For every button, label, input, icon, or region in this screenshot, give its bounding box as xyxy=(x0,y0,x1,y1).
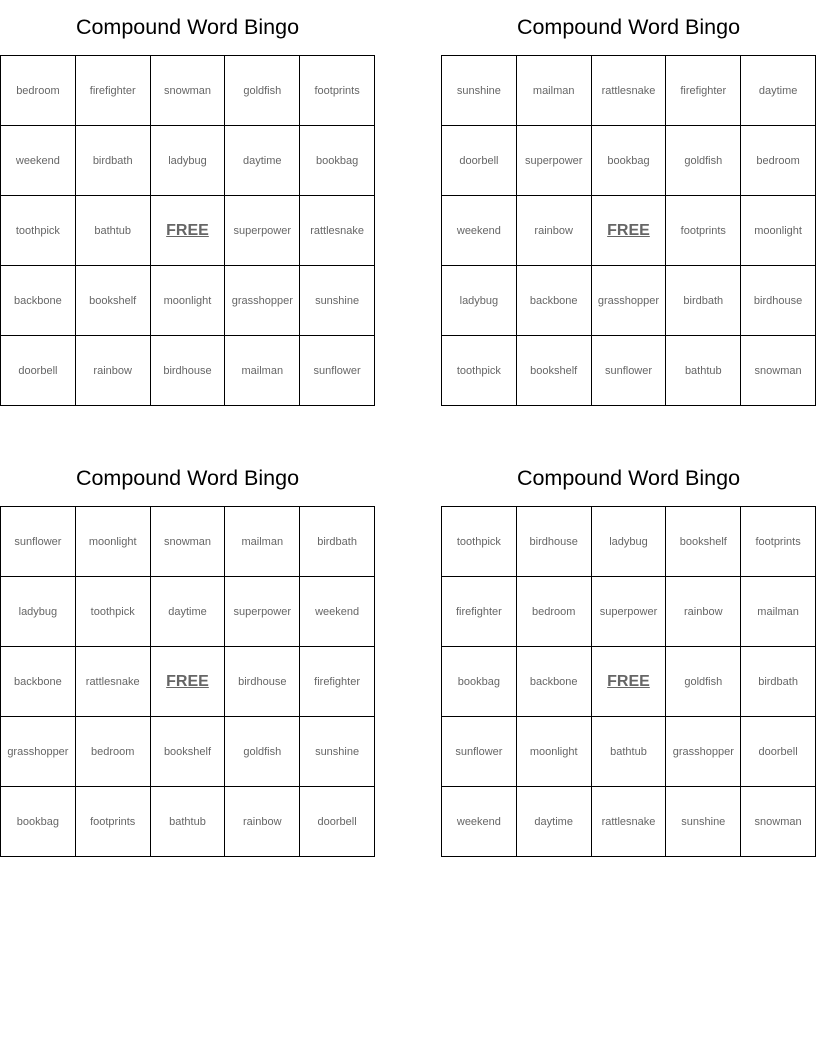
grid-cell: rattlesnake xyxy=(75,647,150,717)
grid-cell: birdhouse xyxy=(516,507,591,577)
grid-row xyxy=(442,717,816,787)
grid-cell: bookshelf xyxy=(516,336,591,406)
grid-cell: rainbow xyxy=(516,196,591,266)
grid-cell: bookshelf xyxy=(75,266,150,336)
grid-cell: grasshopper xyxy=(591,266,666,336)
card-title: Compound Word Bingo xyxy=(75,466,300,490)
grid-row xyxy=(442,507,816,577)
grid-cell: bookbag xyxy=(300,126,375,196)
grid-cell: moonlight xyxy=(516,717,591,787)
grid-cell: superpower xyxy=(225,196,300,266)
grid-cell: footprints xyxy=(300,56,375,126)
grid-cell: rainbow xyxy=(225,787,300,857)
grid-cell: sunshine xyxy=(300,717,375,787)
grid-cell: bedroom xyxy=(1,56,76,126)
grid-cell: ladybug xyxy=(591,507,666,577)
grid-cell: mailman xyxy=(225,336,300,406)
grid-cell: weekend xyxy=(1,126,76,196)
grid-cell: birdhouse xyxy=(150,336,225,406)
grid-cell: bookbag xyxy=(591,126,666,196)
grid-cell: sunflower xyxy=(1,507,76,577)
grid-cell: firefighter xyxy=(442,577,517,647)
grid-cell: firefighter xyxy=(75,56,150,126)
card-title: Compound Word Bingo xyxy=(516,15,741,39)
grid-row xyxy=(442,266,816,336)
grid-row xyxy=(442,787,816,857)
grid-cell: sunshine xyxy=(300,266,375,336)
bingo-card xyxy=(0,0,375,406)
grid-row xyxy=(1,266,375,336)
grid-cell: bathtub xyxy=(591,717,666,787)
grid-cell: rattlesnake xyxy=(591,787,666,857)
grid-row xyxy=(1,787,375,857)
grid-cell: moonlight xyxy=(75,507,150,577)
grid-cell: goldfish xyxy=(225,56,300,126)
grid-cell: weekend xyxy=(442,196,517,266)
bingo-grid xyxy=(441,55,816,406)
grid-cell: sunflower xyxy=(300,336,375,406)
bingo-grid xyxy=(0,506,375,857)
grid-row xyxy=(442,196,816,266)
grid-cell: superpower xyxy=(225,577,300,647)
grid-cell: weekend xyxy=(300,577,375,647)
grid-row xyxy=(1,577,375,647)
grid-cell: grasshopper xyxy=(225,266,300,336)
grid-cell: daytime xyxy=(150,577,225,647)
grid-cell: ladybug xyxy=(1,577,76,647)
grid-row xyxy=(442,336,816,406)
grid-cell: firefighter xyxy=(666,56,741,126)
grid-cell: backbone xyxy=(516,266,591,336)
grid-cell: superpower xyxy=(516,126,591,196)
grid-cell: bathtub xyxy=(150,787,225,857)
grid-row xyxy=(442,647,816,717)
grid-cell: moonlight xyxy=(150,266,225,336)
grid-cell: firefighter xyxy=(300,647,375,717)
grid-cell: toothpick xyxy=(1,196,76,266)
grid-cell: bookbag xyxy=(1,787,76,857)
grid-cell: sunflower xyxy=(442,717,517,787)
grid-cell: bathtub xyxy=(75,196,150,266)
grid-cell: daytime xyxy=(516,787,591,857)
grid-row xyxy=(442,577,816,647)
grid-row xyxy=(1,56,375,126)
grid-cell: birdhouse xyxy=(741,266,816,336)
grid-cell: backbone xyxy=(1,647,76,717)
grid-cell: birdbath xyxy=(300,507,375,577)
grid-cell: rattlesnake xyxy=(300,196,375,266)
grid-cell: ladybug xyxy=(442,266,517,336)
grid-cell: toothpick xyxy=(442,507,517,577)
grid-cell: snowman xyxy=(741,787,816,857)
grid-cell: backbone xyxy=(1,266,76,336)
grid-cell: mailman xyxy=(516,56,591,126)
grid-row xyxy=(442,56,816,126)
grid-cell: backbone xyxy=(516,647,591,717)
grid-row xyxy=(1,336,375,406)
grid-cell: daytime xyxy=(741,56,816,126)
grid-cell: footprints xyxy=(75,787,150,857)
grid-cell: goldfish xyxy=(666,647,741,717)
grid-row xyxy=(1,647,375,717)
grid-cell: footprints xyxy=(741,507,816,577)
grid-cell: daytime xyxy=(225,126,300,196)
grid-cell: snowman xyxy=(150,56,225,126)
grid-cell: sunshine xyxy=(666,787,741,857)
grid-cell: bedroom xyxy=(75,717,150,787)
grid-cell: bookbag xyxy=(442,647,517,717)
grid-cell: doorbell xyxy=(1,336,76,406)
grid-cell: superpower xyxy=(591,577,666,647)
grid-cell: rainbow xyxy=(666,577,741,647)
bingo-card xyxy=(0,451,375,857)
grid-cell: moonlight xyxy=(741,196,816,266)
card-title: Compound Word Bingo xyxy=(516,466,741,490)
grid-cell: grasshopper xyxy=(666,717,741,787)
card-title: Compound Word Bingo xyxy=(75,15,300,39)
grid-cell: rainbow xyxy=(75,336,150,406)
grid-cell: sunshine xyxy=(442,56,517,126)
grid-cell: snowman xyxy=(741,336,816,406)
grid-cell: bedroom xyxy=(741,126,816,196)
free-space: FREE xyxy=(150,647,225,717)
bingo-grid xyxy=(0,55,375,406)
grid-row xyxy=(1,717,375,787)
grid-row xyxy=(1,196,375,266)
grid-cell: toothpick xyxy=(75,577,150,647)
grid-cell: birdbath xyxy=(666,266,741,336)
grid-cell: birdbath xyxy=(741,647,816,717)
grid-row xyxy=(442,126,816,196)
grid-cell: bedroom xyxy=(516,577,591,647)
grid-cell: footprints xyxy=(666,196,741,266)
grid-cell: mailman xyxy=(741,577,816,647)
grid-cell: bookshelf xyxy=(150,717,225,787)
grid-cell: doorbell xyxy=(442,126,517,196)
bingo-card xyxy=(441,451,816,857)
grid-cell: rattlesnake xyxy=(591,56,666,126)
grid-cell: toothpick xyxy=(442,336,517,406)
free-space: FREE xyxy=(150,196,225,266)
grid-cell: doorbell xyxy=(300,787,375,857)
grid-cell: goldfish xyxy=(225,717,300,787)
grid-cell: doorbell xyxy=(741,717,816,787)
grid-cell: bookshelf xyxy=(666,507,741,577)
grid-cell: bathtub xyxy=(666,336,741,406)
grid-row xyxy=(1,507,375,577)
grid-cell: mailman xyxy=(225,507,300,577)
grid-cell: birdbath xyxy=(75,126,150,196)
grid-cell: grasshopper xyxy=(1,717,76,787)
grid-cell: birdhouse xyxy=(225,647,300,717)
free-space: FREE xyxy=(591,647,666,717)
bingo-grid xyxy=(441,506,816,857)
grid-cell: weekend xyxy=(442,787,517,857)
grid-cell: ladybug xyxy=(150,126,225,196)
free-space: FREE xyxy=(591,196,666,266)
grid-row xyxy=(1,126,375,196)
grid-cell: sunflower xyxy=(591,336,666,406)
grid-cell: goldfish xyxy=(666,126,741,196)
bingo-card xyxy=(441,0,816,406)
grid-cell: snowman xyxy=(150,507,225,577)
